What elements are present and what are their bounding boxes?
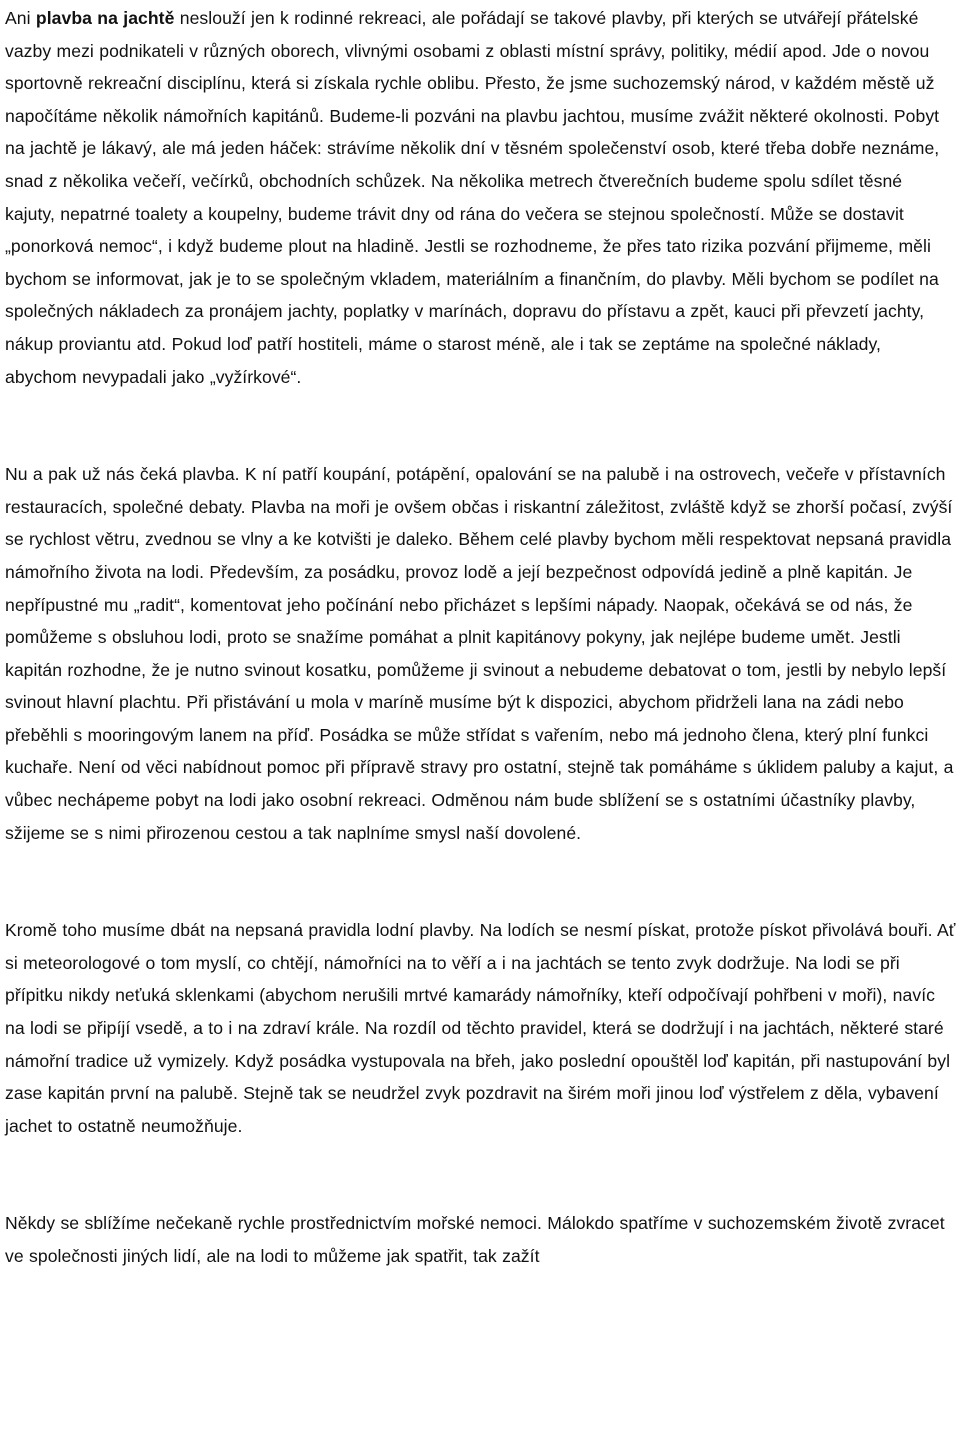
paragraph-seasickness: Někdy se sblížíme nečekaně rychle prostřednictvím mořské nemoci. Málokdo spatříme v suchozemském životě zvracet ve společnosti jiných lidí, ale na lodi to můžeme jak spatřit, tak zažít xyxy=(5,1213,945,1266)
bold-phrase: plavba na jachtě xyxy=(35,8,175,28)
paragraph-sailing-etiquette: Nu a pak už nás čeká plavba. K ní patří koupání, potápění, opalování se na palubě i na ostrovech, večeře v přístavních restauracích, společné debaty. Plavba na moři je ovšem občas i riskantní záležitost, zvláště když se zhorší počasí, zvýší se rychlost větru, zvednou se vlny a ke kotvišti je daleko. Během celé plavby bychom měli respektovat nepsaná pravidla námořního života na lodi. Především, za posádku, provoz lodě a její bezpečnost odpovídá jedině a plně kapitán. Je nepřípustné mu „radit“, komentovat jeho počínání nebo přicházet s lepšími nápady. Naopak, očekává se od nás, že pomůžeme s obsluhou lodi, proto se snažíme pomáhat a plnit kapitánovy pokyny, jak nejlépe budeme umět. Jestli kapitán rozhodne, že je nutno svinout kosatku, pomůžeme ji svinout a nebudeme debatovat o tom, jestli by nebylo lepší svinout hlavní plachtu. Při přistávání u mola v maríně musíme být k dispozici, abychom přidrželi lana na zádi nebo přeběhli s mooringovým lanem na příď. Posádka se může střídat s vařením, nebo má jednoho člena, který plní funkci kuchaře. Není od věci nabídnout pomoc při přípravě stravy pro ostatní, stejně tak pomáháme s úklidem paluby a kajut, a vůbec nechápeme pobyt na lodi jako osobní rekreaci. Odměnou nám bude sblížení se s ostatními účastníky plavby, sžijeme se s nimi přirozenou cestou a tak naplníme smysl naší dovolené. xyxy=(5,464,954,843)
paragraph-unwritten-rules: Kromě toho musíme dbát na nepsaná pravidla lodní plavby. Na lodích se nesmí pískat, protože pískot přivolává bouři. Ať si meteorologové o tom myslí, co chtějí, námořníci na to věří a i na jachtách se tento zvyk dodržuje. Na lodi se při přípitku nikdy neťuká sklenkami (abychom nerušili mrtvé kamarády námořníky, kteří odpočívají pohřbeni v moři), navíc na lodi se připíjí vsedě, a to i na zdraví krále. Na rozdíl od těchto pravidel, která se dodržují i na jachtách, některé staré námořní tradice už vymizely. Když posádka vystupovala na břeh, jako poslední opouštěl loď kapitán, při nastupování byl zase kapitán první na palubě. Stejně tak se neudržel zvyk pozdravit na širém moři jinou loď výstřelem z děla, vybavení jachet to ostatně neumožňuje. xyxy=(5,920,956,1136)
paragraph-body-text: neslouží jen k rodinné rekreaci, ale pořádají se takové plavby, při kterých se utvářejí přátelské vazby mezi podnikateli v různých oborech, vlivnými osobami z oblasti místní správy, politiky, médií apod. Jde o novou sportovně rekreační disciplínu, která si získala rychle oblibu. Přesto, že jsme suchozemský národ, v každém městě už napočítáme několik námořních kapitánů. Budeme-li pozváni na plavbu jachtou, musíme zvážit některé okolnosti. Pobyt na jachtě je lákavý, ale má jeden háček: strávíme několik dní v těsném společenství osob, které třeba dobře neznáme, snad z několika večeří, večírků, obchodních schůzek. Na několika metrech čtverečních budeme spolu sdílet těsné kajuty, nepatrné toalety a koupelny, budeme trávit dny od rána do večera se stejnou společností. Může se dostavit „ponorková nemoc“, i když budeme plout na hladině. Jestli se rozhodneme, že přes tato rizika pozvání přijmeme, měli bychom se informovat, jak je to se společným vkladem, materiálním a finančním, do plavby. Měli bychom se podílet na společných nákladech za pronájem jachty, poplatky v marínách, dopravu do přístavu a zpět, kauci při převzetí jachty, nákup proviantu atd. Pokud loď patří hostiteli, máme o starost méně, ale i tak se zeptáme na společné náklady, abychom nevypadali jako „vyžírkové“. xyxy=(5,8,940,387)
document-page xyxy=(5,0,957,1273)
paragraph-lead-text: Ani xyxy=(5,8,36,28)
paragraph-yacht-invitation xyxy=(5,0,957,393)
